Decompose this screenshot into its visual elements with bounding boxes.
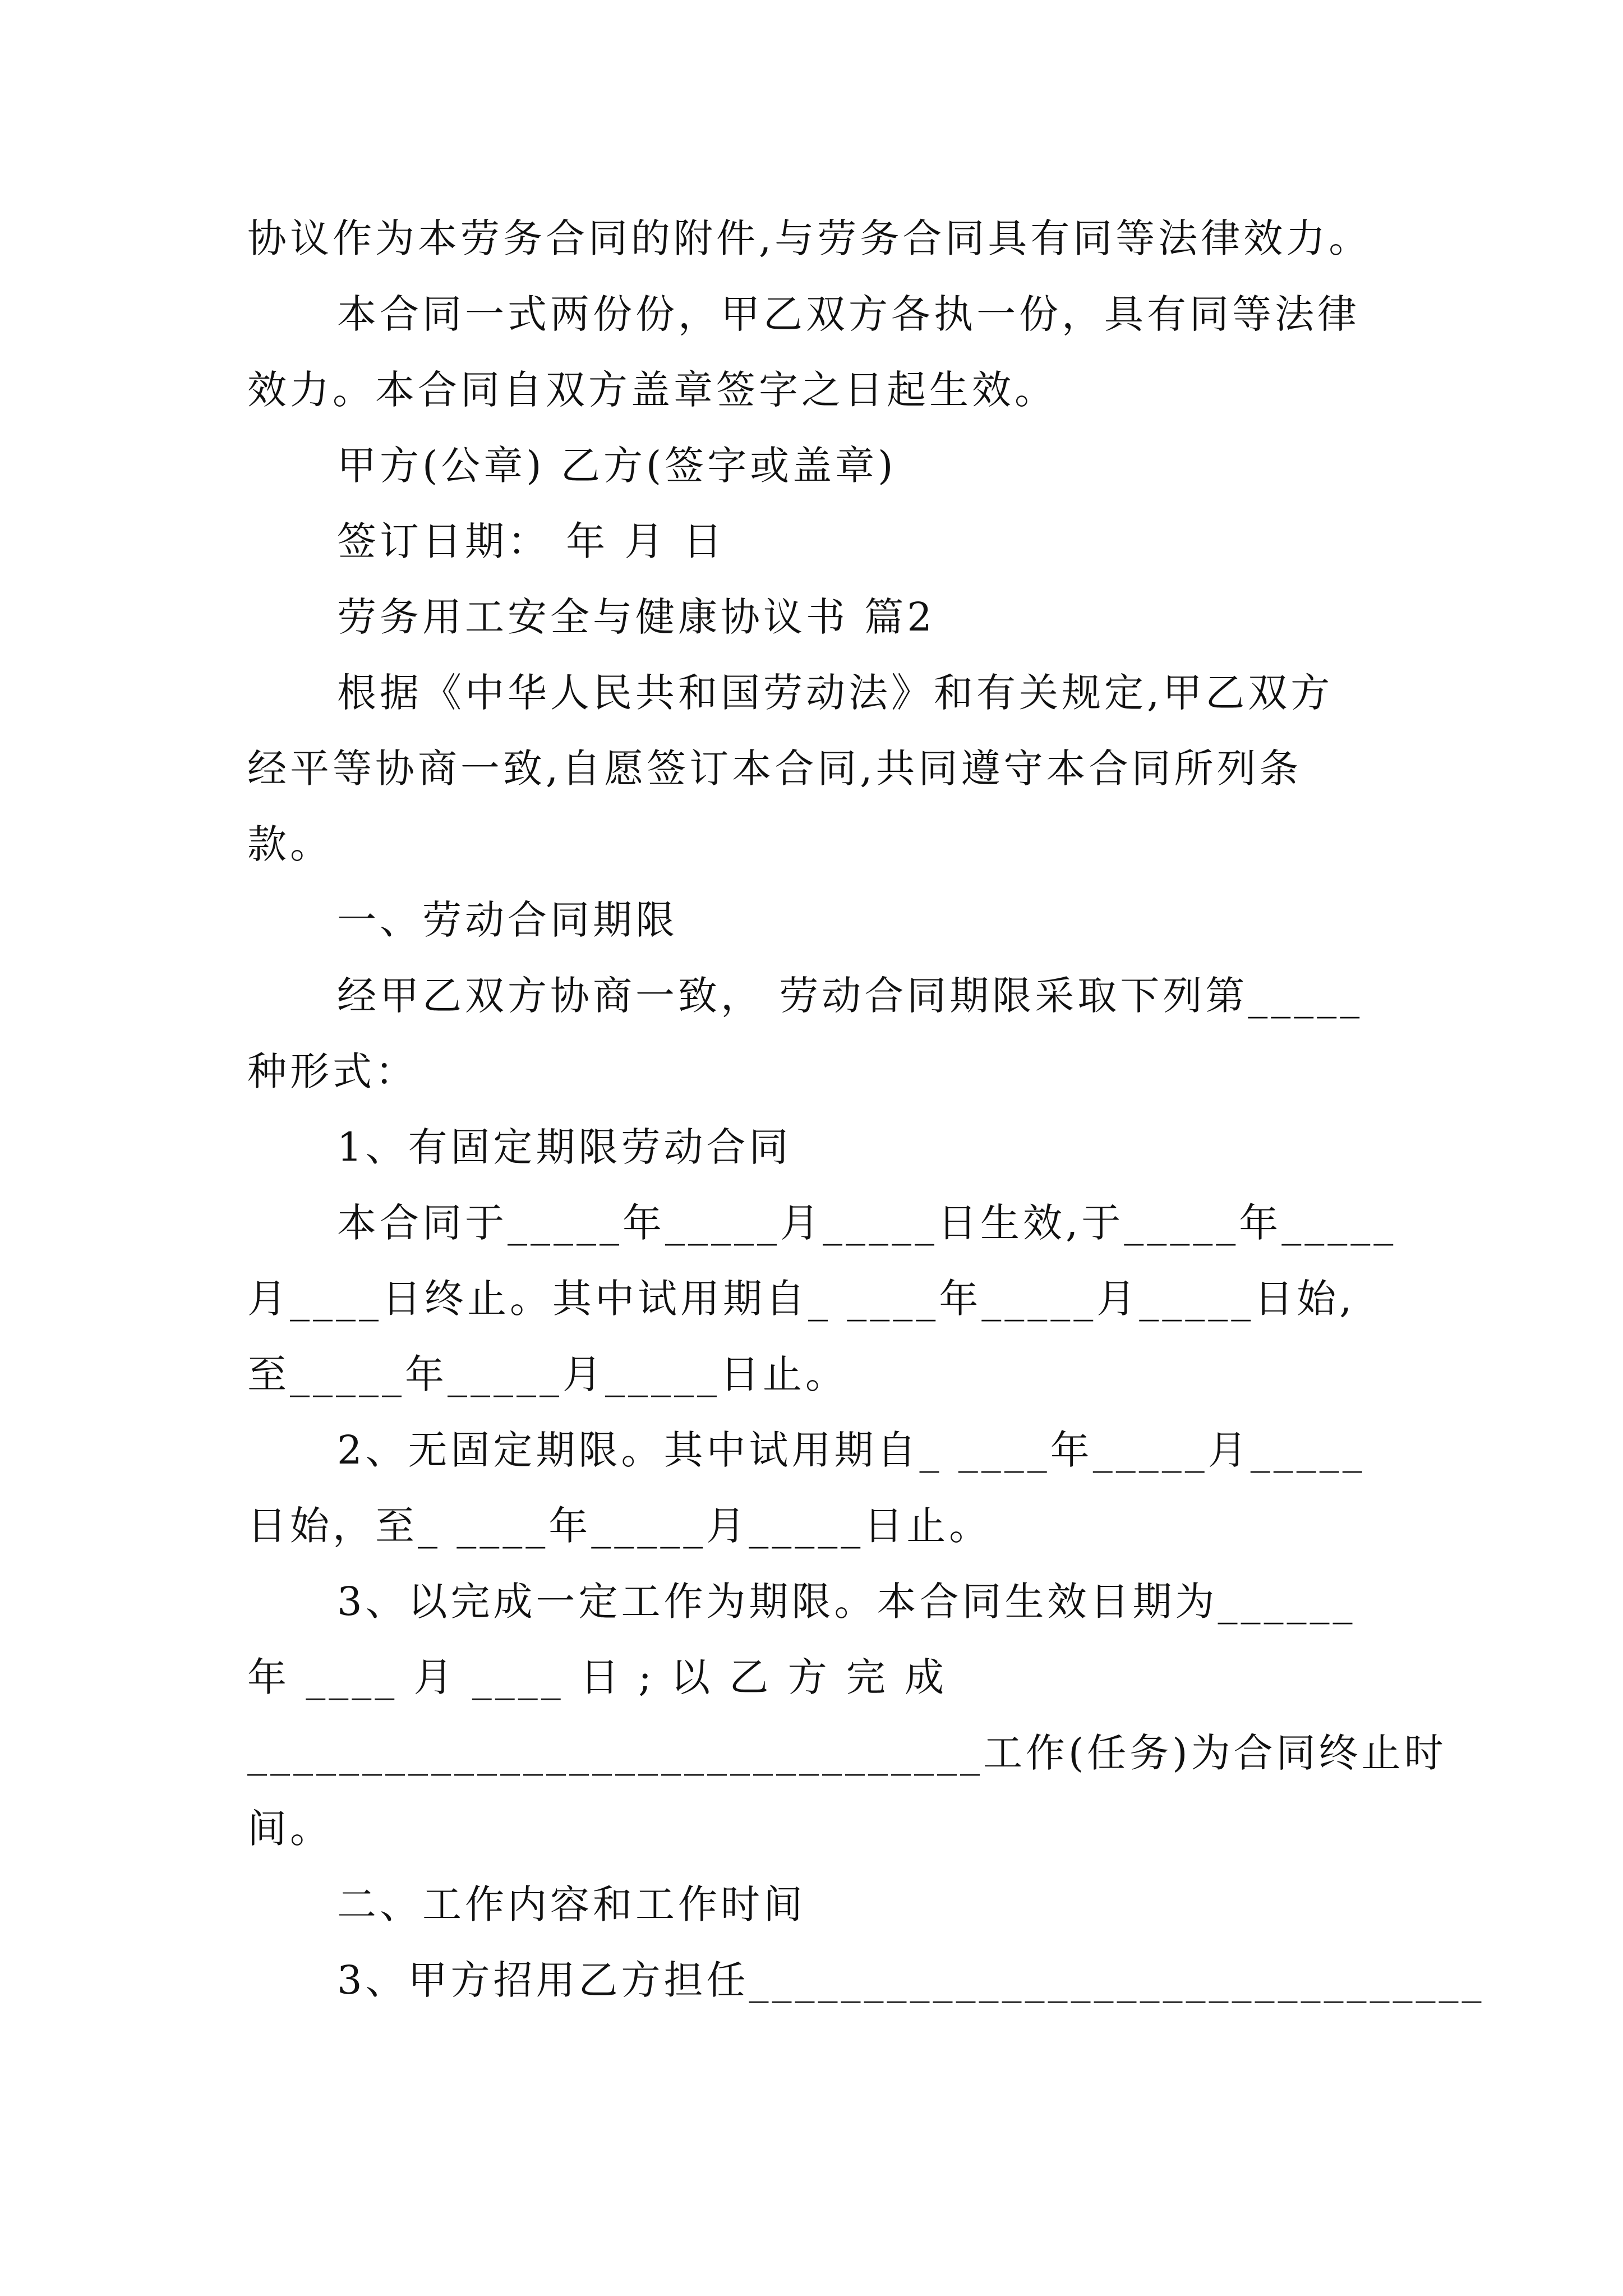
text-line: 效力。本合同自双方盖章签字之日起生效。 <box>247 367 1057 413</box>
text-line: 协议作为本劳务合同的附件,与劳务合同具有同等法律效力。 <box>247 215 1372 261</box>
item-task-based: 3、以完成一定工作为期限。本合同生效日期为______ <box>337 1579 1356 1625</box>
text-line: 至_____年_____月_____日止。 <box>247 1351 848 1397</box>
item-fixed-term: 1、有固定期限劳动合同 <box>337 1124 792 1170</box>
heading-work-content: 二、工作内容和工作时间 <box>337 1881 806 1927</box>
text-line: 间。 <box>247 1806 333 1852</box>
text-line: 款。 <box>247 821 333 867</box>
section-title: 劳务用工安全与健康协议书 篇2 <box>337 594 935 640</box>
heading-contract-term: 一、劳动合同期限 <box>337 897 678 943</box>
text-line: 经平等协商一致,自愿签订本合同,共同遵守本合同所列条 <box>247 746 1302 792</box>
text-line: 种形式： <box>247 1048 418 1094</box>
text-line: ________________________________工作(任务)为合同终止时 <box>247 1730 1447 1776</box>
text-line: 日始，至_ ____年_____月_____日止。 <box>247 1503 992 1549</box>
text-line: 本合同于_____年_____月_____日生效,于_____年_____ <box>337 1200 1397 1246</box>
text-line: 本合同一式两份份，甲乙双方各执一份，具有同等法律 <box>337 291 1360 337</box>
item-open-ended: 2、无固定期限。其中试用期自_ ____年_____月_____ <box>337 1427 1366 1473</box>
text-line: 甲方(公章) 乙方(签字或盖章) <box>337 443 897 489</box>
text-line-justified: 年 ____ 月 ____ 日 ; 以 乙 方 完 成 <box>247 1654 948 1700</box>
text-line: 经甲乙双方协商一致， 劳动合同期限采取下列第_____ <box>337 973 1363 1019</box>
signing-date-line: 签订日期： 年 月 日 <box>337 518 726 564</box>
text-line: 根据《中华人民共和国劳动法》和有关规定,甲乙双方 <box>337 670 1334 716</box>
text-line: 3、甲方招用乙方担任________________________________ <box>337 1957 1485 2003</box>
text-line: 月____日终止。其中试用期自_ ____年_____月_____日始, <box>247 1276 1355 1322</box>
